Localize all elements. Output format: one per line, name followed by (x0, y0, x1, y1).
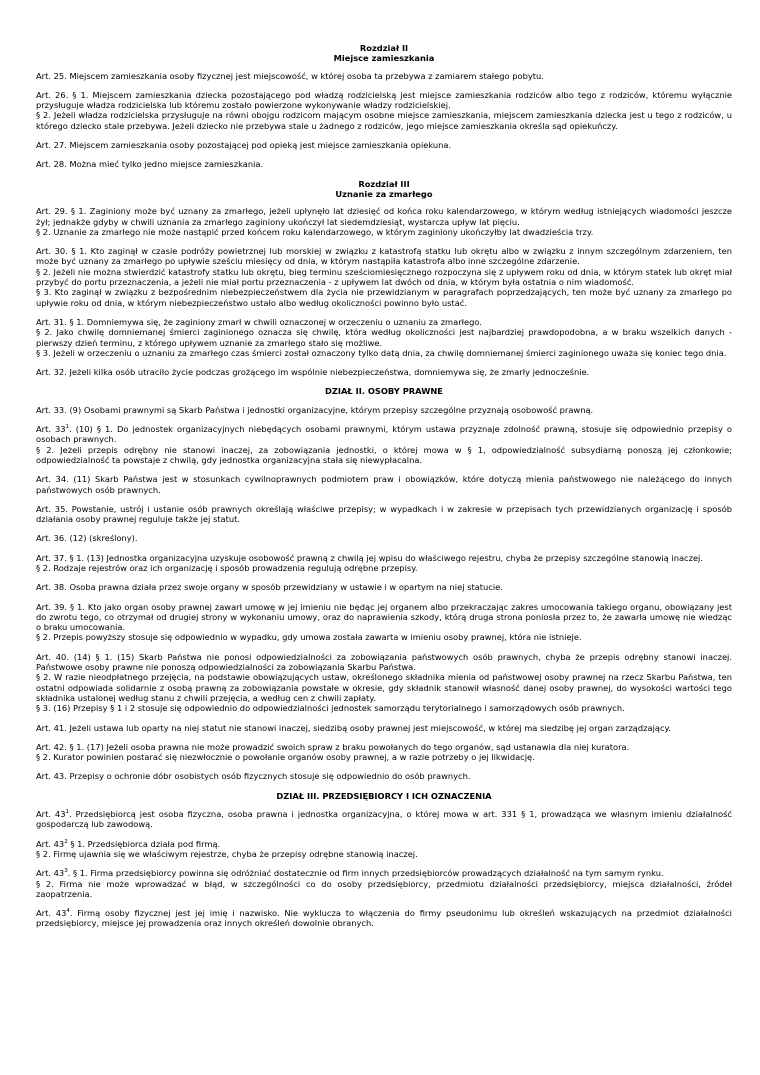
article (36, 367, 732, 377)
article-paragraph: Art. 33. (9) Osobami prawnymi są Skarb Państwa i jednostki organizacyjne, którym przepisy szczególne przyznają osobowość prawną. (36, 404, 594, 415)
article-paragraph: § 2. Jeżeli nie można stwierdzić katastrofy statku lub okrętu, bieg terminu sześciomiesięcznego rozpoczyna się z upływem roku od dnia, w którym statek lub okręt miał przybyć do portu przeznaczenia, a jeżeli nie miał portu przeznaczenia - z upływem lat dwóch od dnia, w którym była ostatnia o nim wiadomość. (36, 266, 732, 288)
article-paragraph: § 2. Jako chwilę domniemanej śmierci zaginionego oznacza się chwilę, która według okoliczności jest najbardziej prawdopodobna, a w braku wszelkich danych - pierwszy dzień terminu, z którego upływem uznanie za zmarłego stało się możliwe. (36, 327, 732, 348)
article-paragraph: § 2. Kurator powinien postarać się niezwłocznie o powołanie organów osoby prawnej, a w razie potrzeby o jej likwidację. (36, 752, 535, 763)
heading-line: Miejsce zamieszkania (333, 53, 435, 64)
article-paragraph: Art. 34. (11) Skarb Państwa jest w stosunkach cywilnoprawnych podmiotem praw i obowiązków, które dotyczą mienia państwowego nie należącego do innych państwowych osób prawnych. (36, 474, 732, 495)
article-paragraph: Art. 43. Przepisy o ochronie dóbr osobistych osób fizycznych stosuje się odpowiednio do osób prawnych. (36, 771, 471, 782)
article (36, 652, 732, 714)
article (36, 71, 732, 81)
article-paragraph: § 2. Jeżeli władza rodzicielska przysługuje na równi obojgu rodzicom mającym osobne miejsce zamieszkania, miejscem zamieszkania dziecka jest u tego z rodziców, u którego dziecko stale przebywa. Jeżeli dziecko nie przebywa stale u żadnego z rodziców, jego miejsce zamieszkania określa sąd opiekuńczy. (36, 110, 732, 131)
heading-line: Uznanie za zmarłego (335, 188, 433, 199)
article (36, 90, 732, 131)
article-paragraph: § 2. Przepis powyższy stosuje się odpowiednio w wypadku, gdy umowa została zawarta w imieniu osoby prawnej, która nie istnieje. (36, 632, 582, 643)
article (36, 159, 732, 169)
section-heading (36, 791, 732, 801)
article-paragraph: § 3. Kto zaginął w związku z bezpośrednim niebezpieczeństwem dla życia nie przewidzianym w paragrafach poprzedzających, ten może być uznany za zmarłego po upływie roku od dnia, w którym niebezpieczeństwo ustało albo według okoliczności powinno było ustać. (36, 287, 732, 308)
article (36, 317, 732, 358)
article (36, 908, 732, 929)
article (36, 206, 732, 237)
article-paragraph: Art. $33^1$. (10) § 1. Do jednostek organizacyjnych niebędących osobami prawnymi, którym ustawa przyznaje zdolność prawną, stosuje się odpowiednio przepisy o osobach prawnych. (36, 424, 732, 445)
article-paragraph: Art. 27. Miejscem zamieszkania osoby pozostającej pod opieką jest miejsce zamieszkania opiekuna. (36, 140, 452, 151)
article-paragraph: Art. 42. § 1. (17) Jeżeli osoba prawna nie może prowadzić swoich spraw z braku powołanych do tego organów, sąd ustanawia dla niej kuratora. (36, 741, 630, 752)
article-paragraph: § 2. Firma nie może wprowadzać w błąd, w szczególności co do osoby przedsiębiorcy, przedmiotu działalności przedsiębiorcy, miejsca działalności, źródeł zaopatrzenia. (36, 878, 732, 899)
article-paragraph: Art. 39. § 1. Kto jako organ osoby prawnej zawarł umowę w jej imieniu nie będąc jej organem albo przekraczając zakres umocowania takiego organu, obowiązany jest do zwrotu tego, co otrzymał od drugiej strony w wykonaniu umowy, oraz do naprawienia szkody, którą druga strona poniosła przez to, że zawarła umowę nie wiedząc o braku umocowania. (36, 601, 732, 633)
article-paragraph: Art. 38. Osoba prawna działa przez swoje organy w sposób przewidziany w ustawie i w opartym na niej statucie. (36, 582, 503, 593)
article-paragraph: § 2. Rodzaje rejestrów oraz ich organizację i sposób prowadzenia regulują odrębne przepisy. (36, 562, 418, 573)
article-paragraph: § 3. (16) Przepisy § 1 i 2 stosuje się odpowiednio do odpowiedzialności jednostek samorządu terytorialnego i samorządowych osób prawnych. (36, 703, 625, 714)
article-paragraph: Art. 35. Powstanie, ustrój i ustanie osób prawnych określają właściwe przepisy; w wypadkach i w zakresie w przepisach tych przewidzianych organizację i sposób działania osoby prawnej reguluje także jej statut. (36, 503, 732, 525)
article (36, 504, 732, 525)
article (36, 868, 732, 899)
article-paragraph: Art. 25. Miejscem zamieszkania osoby fizycznej jest miejscowość, w której osoba ta przebywa z zamiarem stałego pobytu. (36, 70, 544, 81)
article-paragraph: § 3. Jeżeli w orzeczeniu o uznaniu za zmarłego czas śmierci został oznaczony tylko datą dnia, za chwilę domniemanej śmierci zaginionego uważa się koniec tego dnia. (36, 347, 727, 358)
heading-line: DZIAŁ III. PRZEDSIĘBIORCY I ICH OZNACZENIA (276, 790, 492, 801)
article-paragraph: Art. 31. § 1. Domniemywa się, że zaginiony zmarł w chwili oznaczonej w orzeczeniu o uznaniu za zmarłego. (36, 316, 482, 327)
article (36, 246, 732, 308)
article-paragraph: Art. 40. (14) § 1. (15) Skarb Państwa nie ponosi odpowiedzialności za zobowiązania państwowych osób prawnych, chyba że przepis odrębny stanowi inaczej. Państwowe osoby prawne nie ponoszą odpowiedzialności za zobowiązania Skarbu Państwa. (36, 651, 732, 673)
article (36, 553, 732, 574)
section-heading (36, 386, 732, 396)
article-paragraph: Art. 36. (12) (skreślony). (36, 533, 138, 544)
article-paragraph: § 2. Jeżeli przepis odrębny nie stanowi inaczej, za zobowiązania jednostki, o której mowa w § 1, odpowiedzialność subsydiarną ponoszą jej członkowie; odpowiedzialność ta powstaje z chwilą, gdy jednostka organizacyjna stała się niewypłacalna. (36, 444, 732, 465)
heading-line: Rozdział III (358, 178, 410, 189)
article (36, 771, 732, 781)
article (36, 582, 732, 592)
section-heading (36, 43, 732, 64)
article-paragraph: Art. 26. § 1. Miejscem zamieszkania dziecka pozostającego pod władzą rodzicielską jest miejsce zamieszkania rodziców albo tego z rodziców, któremu wyłącznie przysługuje władza rodzicielska lub któremu zostało powierzone wykonywanie władzy rodzicielskiej. (36, 89, 732, 111)
article (36, 809, 732, 830)
article (36, 839, 732, 860)
article (36, 474, 732, 495)
article-paragraph: Art. 29. § 1. Zaginiony może być uznany za zmarłego, jeżeli upłynęło lat dziesięć od końca roku kalendarzowego, w którym według istniejących wiadomości jeszcze żył; jednakże gdyby w chwili uznania za zmarłego zaginiony ukończył lat siedemdziesiąt, wystarcza upływ lat pięciu. (36, 206, 732, 227)
heading-line: DZIAŁ II. OSOBY PRAWNE (325, 386, 443, 397)
article-paragraph: Art. 37. § 1. (13) Jednostka organizacyjna uzyskuje osobowość prawną z chwilą jej wpisu do właściwego rejestru, chyba że przepisy szczególne stanowią inaczej. (36, 552, 703, 563)
article (36, 533, 732, 543)
article (36, 602, 732, 643)
heading-line: Rozdział II (359, 43, 409, 53)
article (36, 405, 732, 415)
article-paragraph: § 2. W razie nieodpłatnego przejęcia, na podstawie obowiązujących ustaw, określonego składnika mienia od państwowej osoby prawnej na rzecz Skarbu Państwa, ten ostatni odpowiada solidarnie z osobą prawną za zobowiązania powstałe w okresie, gdy składnik stanowił własność danej osoby prawnej, do wysokości wartości tego składnika ustalonej według stanu z chwili przejęcia, a według cen z chwili zapłaty. (36, 672, 732, 703)
article-paragraph: Art. 41. Jeżeli ustawa lub oparty na niej statut nie stanowi inaczej, siedzibą osoby prawnej jest miejscowość, w której ma siedzibę jej organ zarządzający. (36, 722, 671, 733)
article-paragraph: Art. $43^2$ § 1. Przedsiębiorca działa pod firmą. (36, 838, 221, 849)
article (36, 742, 732, 763)
article (36, 424, 732, 465)
article (36, 723, 732, 733)
article-paragraph: § 2. Uznanie za zmarłego nie może nastąpić przed końcem roku kalendarzowego, w którym zaginiony ukończyłby lat dwadzieścia trzy. (36, 226, 594, 237)
article-paragraph: Art. $43^4$. Firmą osoby fizycznej jest jej imię i nazwisko. Nie wyklucza to włączenia do firmy pseudonimu lub określeń wskazujących na przedmiot działalności przedsiębiorcy, miejsce jej prowadzenia oraz innych określeń dowolnie obranych. (36, 908, 732, 929)
article-paragraph: Art. $43^1$. Przedsiębiorcą jest osoba fizyczna, osoba prawna i jednostka organizacyjna, o której mowa w art. 331 § 1, prowadząca we własnym imieniu działalność gospodarczą lub zawodową. (36, 809, 732, 830)
article (36, 140, 732, 150)
article-paragraph: Art. 28. Można mieć tylko jedno miejsce zamieszkania. (36, 159, 264, 170)
article-paragraph: Art. 30. § 1. Kto zaginął w czasie podróży powietrznej lub morskiej w związku z katastrofą statku lub okrętu albo w związku z innym szczególnym zdarzeniem, ten może być uznany za zmarłego po upływie sześciu miesięcy od dnia, w którym nastąpiła katastrofa albo inne szczególne zdarzenie. (36, 246, 732, 267)
section-heading (36, 179, 732, 200)
article-paragraph: Art. $43^3$. § 1. Firma przedsiębiorcy powinna się odróżniać dostatecznie od firm innych przedsiębiorców prowadzących działalność na tym samym rynku. (36, 868, 664, 879)
article-paragraph: § 2. Firmę ujawnia się we właściwym rejestrze, chyba że przepisy odrębne stanowią inaczej. (36, 848, 418, 859)
article-paragraph: Art. 32. Jeżeli kilka osób utraciło życie podczas grożącego im wspólnie niebezpieczeństwa, domniemywa się, że zmarły jednocześnie. (36, 367, 590, 378)
